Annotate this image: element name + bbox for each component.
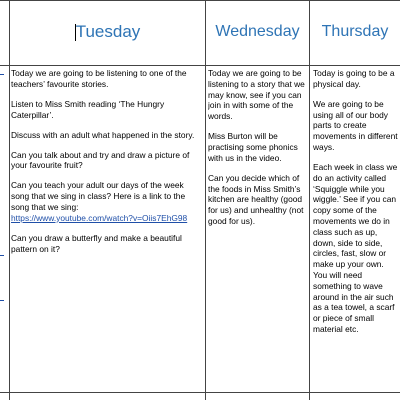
- previous-column-mark: [0, 300, 4, 301]
- thursday-paragraph: Each week in class we do an activity called ‘Squiggle while you wiggle.’ See if you can copy some of the movements we do in class such as up, down, side to side, circles, fast, slow or make up your own.: [313, 161, 398, 270]
- thursday-header: Thursday: [321, 23, 389, 40]
- tuesday-paragraph: Today we are going to be listening to one of the teachers’ favourite stories.: [11, 68, 187, 89]
- tuesday-paragraph: Can you teach your adult our days of the week song that we sing in class? Here is a link to the song that we sing:: [11, 180, 186, 212]
- tuesday-header-label: Tuesday: [75, 22, 141, 41]
- thursday-cell: [313, 68, 400, 400]
- tuesday-paragraph: Discuss with an adult what happened in the story.: [11, 129, 195, 140]
- previous-column-mark: [0, 74, 4, 75]
- thursday-paragraph: You will need something to wave around in the air such as a tea towel, a scarf or piece of small material etc.: [313, 269, 395, 334]
- wednesday-header: Wednesday: [215, 23, 300, 40]
- header-row-divider: [0, 65, 400, 66]
- wednesday-cell: [208, 68, 308, 400]
- tuesday-paragraph: Listen to Miss Smith reading ‘The Hungry Caterpillar’.: [11, 98, 165, 120]
- tuesday-paragraph: Can you draw a butterfly and make a beautiful pattern on it?: [11, 232, 182, 254]
- previous-column-mark: [0, 255, 4, 256]
- wednesday-paragraph: Miss Burton will be practising some phonics with us in the video.: [208, 131, 298, 163]
- thursday-paragraph: Today is going to be a physical day.: [313, 68, 395, 89]
- wednesday-paragraph: Today we are going to be listening to a story that we may know, see if you can join in with some of the words.: [208, 68, 305, 122]
- youtube-song-link[interactable]: https://www.youtube.com/watch?v=Oiis7EhG98: [11, 212, 188, 223]
- thursday-paragraph: We are going to be using all of our body parts to create movements in different ways.: [313, 98, 398, 152]
- tuesday-header: [10, 0, 205, 64]
- tuesday-cell: [11, 68, 204, 400]
- wednesday-paragraph: Can you decide which of the foods in Miss Smith’s kitchen are healthy (good for us) and unhealthy (not good for us).: [208, 172, 304, 226]
- tuesday-paragraph: Can you talk about and try and draw a picture of your favourite fruit?: [11, 149, 190, 171]
